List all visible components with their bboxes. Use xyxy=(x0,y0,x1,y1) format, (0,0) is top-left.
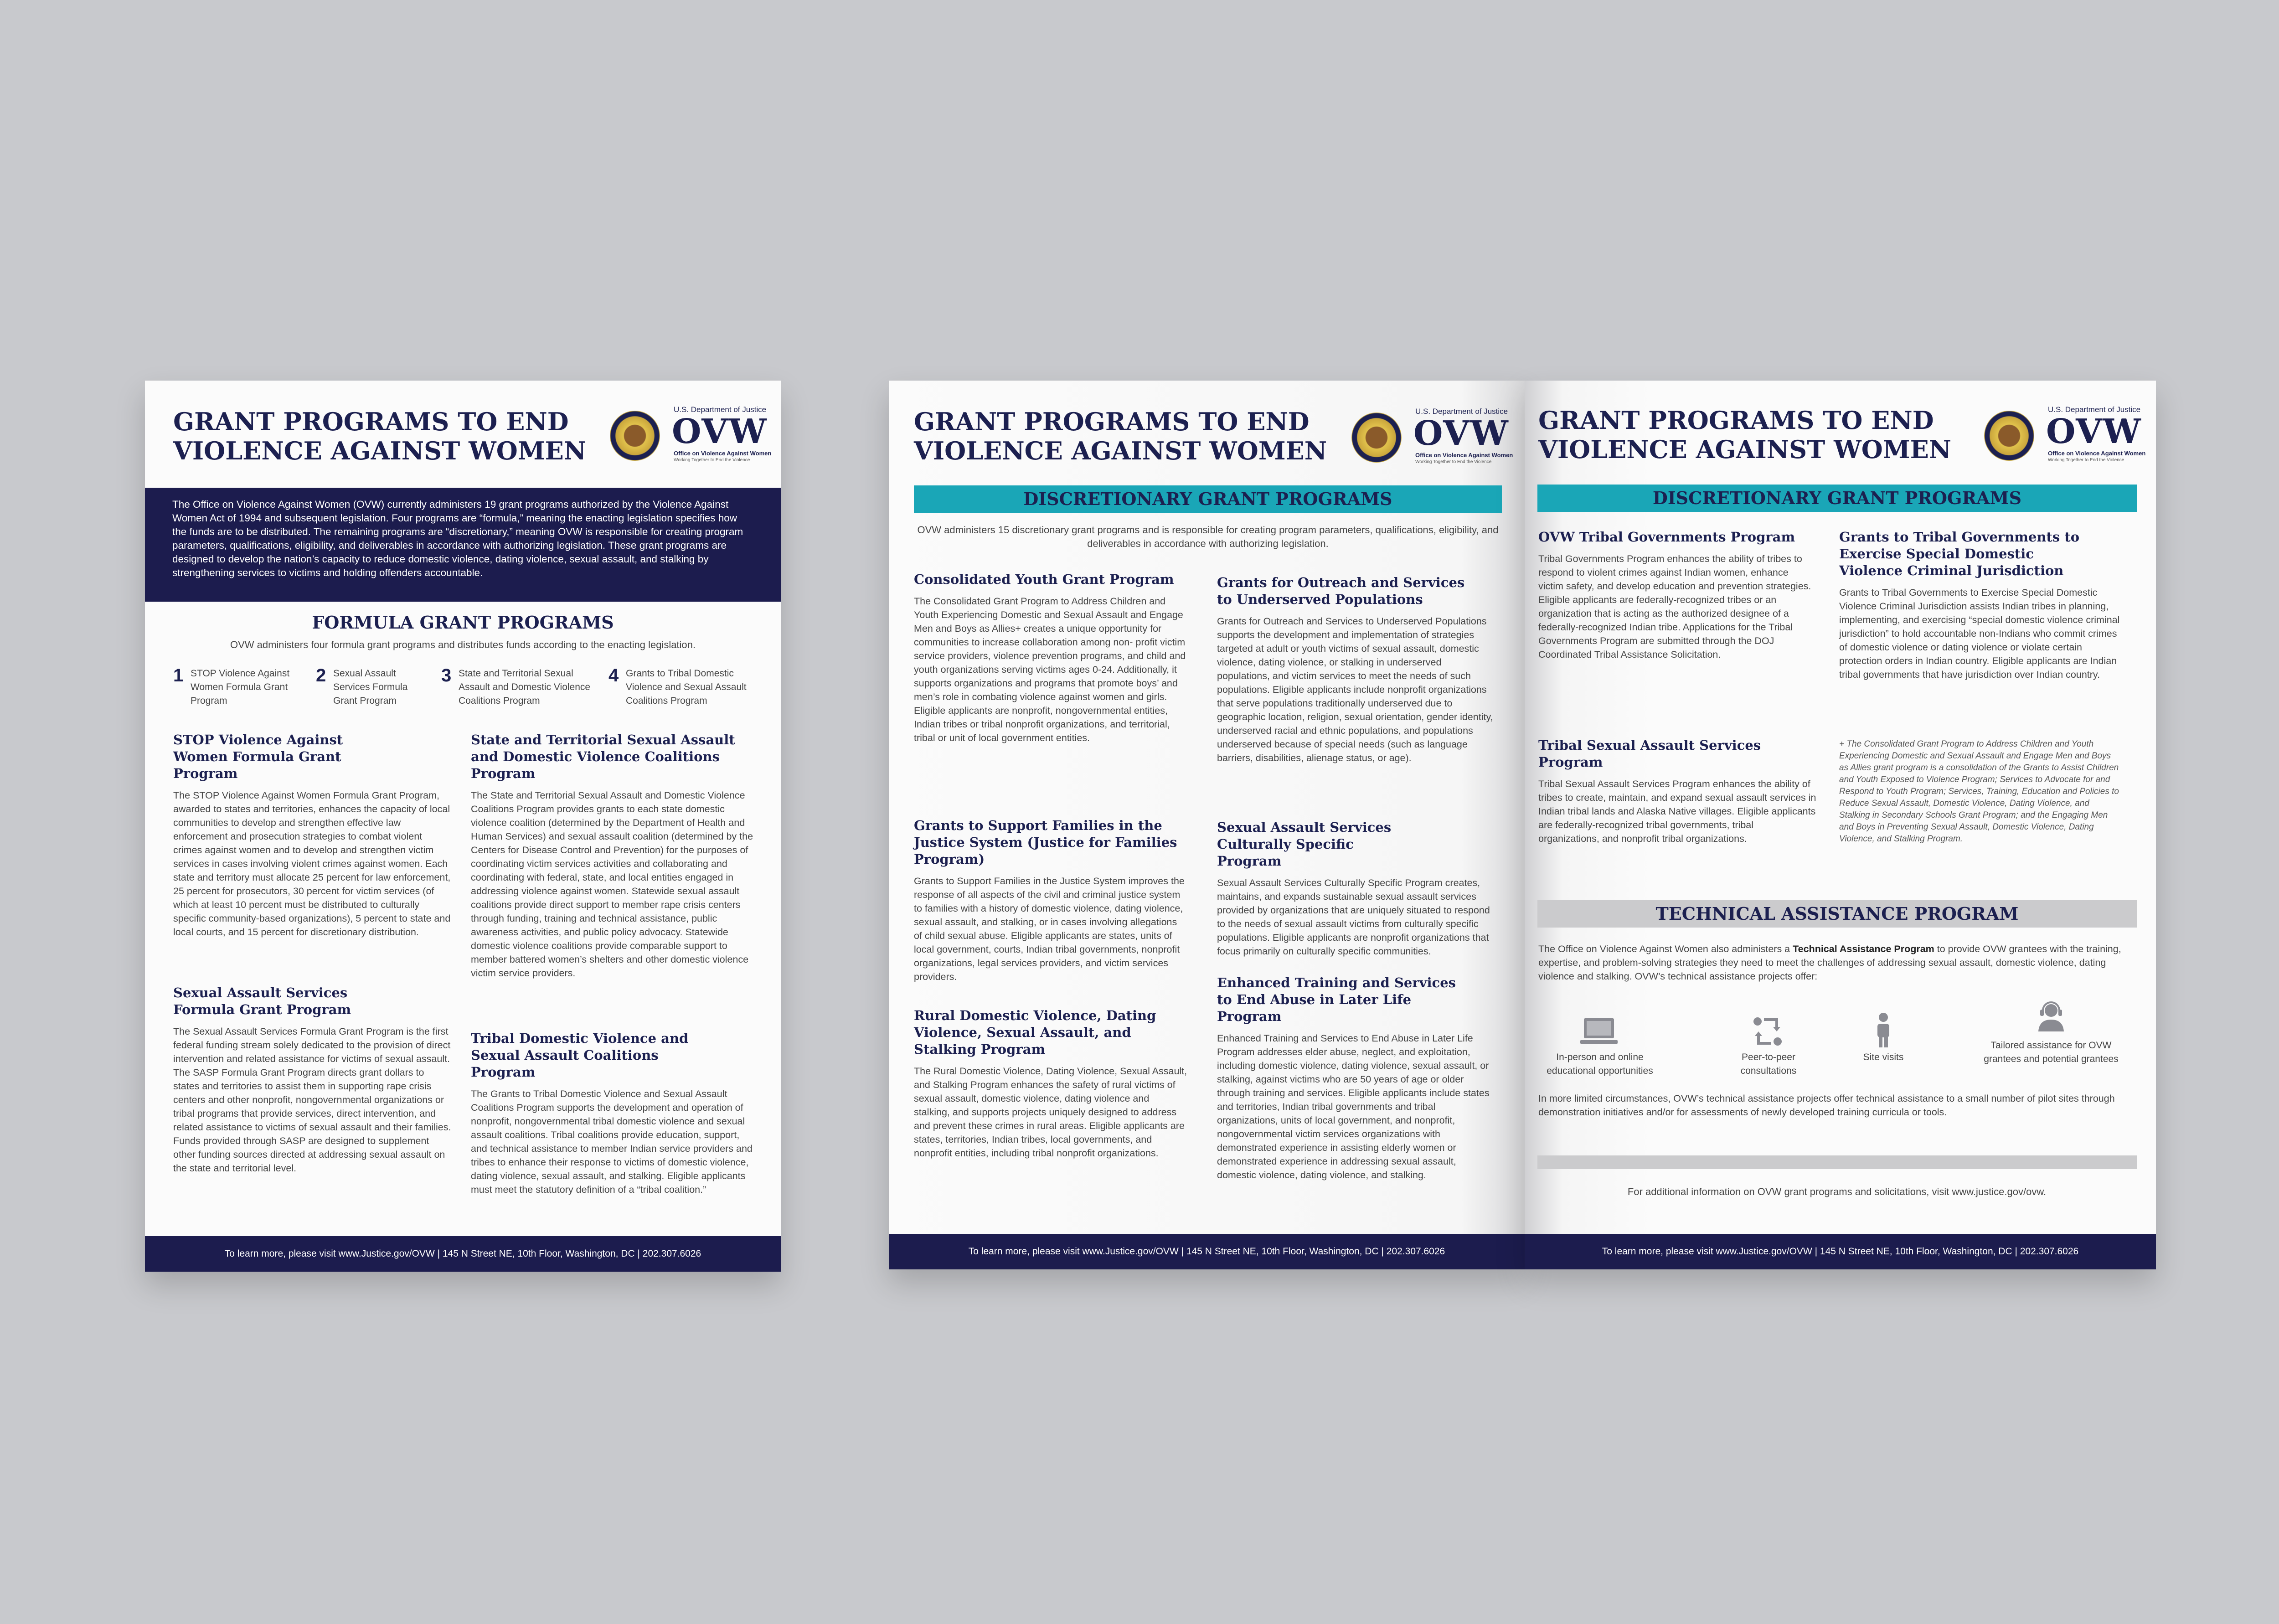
doj-seal-icon xyxy=(610,411,660,461)
list-number: 3 xyxy=(441,665,452,686)
list-number: 4 xyxy=(608,665,619,686)
footer-bar: To learn more, please visit www.Justice.gov/OVW | 145 N Street NE, 10th Floor, Washington, DC | 202.307.6026 xyxy=(145,1236,781,1272)
doj-seal-icon xyxy=(1351,412,1402,463)
program-text: The Sexual Assault Services Formula Grant Program is the first federal funding stream solely dedicated to the provision of direct intervention and related assistance for victims of sexual assault. The SASP Formula Grant Program directs grant dollars to states and territories to assist them in supporting rape crisis centers and other nonprofit, nongovernmental organizations or tribal programs that provide services, direct intervention, and related assistance to victims of sexual assault and their families. Funds provided through SASP are designed to supplement other funding sources directed at addressing sexual assault on the state and territorial level. xyxy=(173,1026,451,1174)
section-intro: OVW administers 15 discretionary grant programs and is responsible for creating program parameters, qualifications, eligibility, and deliverables in accordance with authorizing legislation. xyxy=(917,524,1499,549)
program-title: Rural Domestic Violence, Dating Violence, Sexual Assault, and Stalking Program xyxy=(914,1008,1156,1057)
list-item: Sexual Assault Services Formula Grant Program xyxy=(333,668,408,706)
program-title: Consolidated Youth Grant Program xyxy=(914,572,1174,587)
program-text: The STOP Violence Against Women Formula Grant Program, awarded to states and territories, enhances the capacity of local communities to develop and strengthen effective law enforcement and prosecution strategies to combat violent crimes against women and to develop and strengthen victim services in cases involving violent crimes against women. Each state and territory must allocate 25 percent for law enforcement, 25 percent for prosecutors, 30 percent for victim services (of which at least 10 percent must be distributed to culturally specific community-based organizations), 5 percent to state and local courts, and 15 percent for discretionary distribution. xyxy=(173,790,451,938)
ta-item-label: Peer-to-peer consultations xyxy=(1740,1052,1797,1076)
program-title: Sexual Assault Services Culturally Specific Program xyxy=(1217,820,1392,869)
program-text: Enhanced Training and Services to End Abuse in Later Life Program addresses elder abuse, neglect, and exploitation, including domestic violence, dating violence, sexual assault, or stalking, against victims who are 50 years of age or older through training and services. Eligible applicants include states and territories, Indian tribal governments and tribal organizations, units of local government, and nonprofit, nongovernmental victim services organizations with demonstrated experience in assisting elderly women or demonstrated experience in addressing sexual assault, domestic violence, dating violence, and stalking. xyxy=(1217,1033,1490,1181)
program-block xyxy=(914,571,1187,745)
program-title: Tribal Domestic Violence and Sexual Assault Coalitions Program xyxy=(471,1031,689,1080)
program-text: The Rural Domestic Violence, Dating Violence, Sexual Assault, and Stalking Program enhances the safety of rural victims of sexual assault, domestic violence, dating violence and stalking, and supports projects uniquely designed to address and prevent these crimes in rural areas. Eligible applicants are states, territories, Indian tribes, local governments, and nonprofit entities, including tribal nonprofit organizations. xyxy=(914,1066,1187,1159)
ta-item-label: Tailored assistance for OVW grantees and potential grantees xyxy=(1984,1040,2119,1064)
ta-intro: The Office on Violence Against Women also administers a Technical Assistance Program to provide OVW grantees with the training, expertise, and problem-solving strategies they need to meet the challenges of addressing sexual assault, domestic violence, dating violence and stalking. OVW’s technical assistance projects offer: xyxy=(1538,943,2121,982)
ovw-logo: U.S. Department of Justice OVW Office on Violence Against Women Working Together to End the Violence xyxy=(610,402,781,466)
footer-bar: To learn more, please visit www.Justice.gov/OVW | 145 N Street NE, 10th Floor, Washington, DC | 202.307.6026 xyxy=(889,1234,1525,1269)
page-title: GRANT PROGRAMS TO END VIOLENCE AGAINST WOMEN xyxy=(173,407,587,465)
program-text: The State and Territorial Sexual Assault and Domestic Violence Coalitions Program provides grants to each state domestic violence coalition (determined by the Department of Health and Human Services) and sexual assault coalition (determined by the Centers for Disease Control and Prevention) for the purposes of coordinating victim services activities and collaborating and coordinating with federal, state, and local entities engaged in addressing violence against women. Statewide sexual assault coalitions provide direct support to member rape crisis centers through funding, training and technical assistance, public awareness activities, and public policy advocacy. Statewide domestic violence coalitions provide comparable support to member battered women’s shelters and other domestic violence victim service providers. xyxy=(471,790,753,979)
flyer-page-2 xyxy=(889,381,1525,1269)
program-block xyxy=(1217,574,1495,765)
program-block xyxy=(914,817,1187,984)
program-title: Sexual Assault Services Formula Grant Program xyxy=(173,985,351,1017)
ta-item-label: In-person and online educational opportunities xyxy=(1547,1052,1653,1076)
footer-bar: To learn more, please visit www.Justice.gov/OVW | 145 N Street NE, 10th Floor, Washington, DC | 202.307.6026 xyxy=(1525,1234,2156,1269)
laptop-icon xyxy=(1578,1016,1619,1049)
program-text: Grants to Support Families in the Justice System improves the response of all aspects of the civil and criminal justice system to families with a history of domestic violence, dating violence, sexual assault, and stalking, or in cases involving allegations of child sexual abuse. Eligible applicants are states, units of local government, courts, Indian tribal governments, nonprofit organizations, legal services providers, and victim services providers. xyxy=(914,876,1185,982)
additional-info: For additional information on OVW grant programs and solicitations, visit www.justice.gov/ovw. xyxy=(1627,1186,2047,1197)
program-text: The Consolidated Grant Program to Address Children and Youth Experiencing Domestic and Sexual Assault and Engage Men and Boys as Allies+ creates a unique opportunity for communities to increase collaboration among non- profit victim service providers, violence prevention programs, and child and youth organizations serving victims ages 0-24. Additionally, it supports organizations and programs that promote boys’ and men’s role in combating violence against women and girls. Eligible applicants are nonprofit, nongovernmental entities, Indian tribes or tribal nonprofit organizations, and territorial, tribal or unit of local government entities. xyxy=(914,596,1186,743)
section-banner: DISCRETIONARY GRANT PROGRAMS xyxy=(1537,485,2137,512)
program-title: State and Territorial Sexual Assault and Domestic Violence Coalitions Program xyxy=(471,732,735,781)
divider-bar xyxy=(1537,1155,2137,1169)
program-text: Tribal Sexual Assault Services Program enhances the ability of tribes to create, maintain, and expand sexual assault services in Indian tribal lands and Alaska Native villages. Eligible applicants are federally-recognized tribal governments, tribal organizations, and nonprofit tribal organizations. xyxy=(1538,778,1816,844)
ovw-logo: U.S. Department of Justice OVW Office on Violence Against Women Working Together to End the Violence xyxy=(1351,404,1525,468)
ta-more: In more limited circumstances, OVW’s technical assistance projects offer technical assistance to a small number of pilot sites through demonstration initiatives and/or for assessments of newly developed training curricula or tools. xyxy=(1538,1093,2115,1118)
program-block xyxy=(1217,819,1495,958)
list-item: STOP Violence Against Women Formula Grant Program xyxy=(191,668,290,706)
program-block xyxy=(173,985,451,1175)
intro-box: The Office on Violence Against Women (OVW) currently administers 19 grant programs authorized by the Violence Against Women Act of 1994 and subsequent legislation. Four programs are “formula,” meaning the enacting legislation specifies how the funds are to be distributed. The remaining programs are “discretionary,” meaning OVW is responsible for creating program parameters, qualifications, eligibility, and deliverables in accordance with authorizing legislation. These grant programs are designed to develop the nation’s capacity to reduce domestic violence, dating violence, sexual assault, and stalking by strengthening services to victims and holding offenders accountable. xyxy=(145,488,781,602)
person-icon xyxy=(1872,1012,1895,1048)
program-title: Grants for Outreach and Services to Underserved Populations xyxy=(1217,575,1465,607)
program-title: OVW Tribal Governments Program xyxy=(1538,529,1795,545)
program-title: Enhanced Training and Services to End Abuse in Later Life Program xyxy=(1217,975,1456,1024)
program-block xyxy=(1839,529,2131,681)
program-block xyxy=(1538,737,1821,846)
program-text: Grants for Outreach and Services to Underserved Populations supports the development and implementation of strategies targeted at adult or youth victims of sexual assault, domestic violence, dating violence, or stalking in underserved populations, and victim services to meet the needs of such populations. Eligible applicants include nonprofit organizations that serve populations traditionally underserved due to geographic location, religion, sexual orientation, gender identity, underserved racial and ethnic populations, and populations underserved because of special needs (such as language barriers, disabilities, alienage status, or age). xyxy=(1217,616,1493,763)
program-block xyxy=(914,1007,1187,1160)
program-block xyxy=(173,732,451,939)
section-intro: OVW administers four formula grant programs and distributes funds according to the enacting legislation. xyxy=(230,639,696,650)
section-title: FORMULA GRANT PROGRAMS xyxy=(312,612,614,633)
section-banner: DISCRETIONARY GRANT PROGRAMS xyxy=(914,485,1502,513)
page-title: GRANT PROGRAMS TO END VIOLENCE AGAINST WOMEN xyxy=(1538,406,1952,464)
page-title: GRANT PROGRAMS TO END VIOLENCE AGAINST WOMEN xyxy=(914,407,1327,465)
program-text: Grants to Tribal Governments to Exercise Special Domestic Violence Criminal Jurisdiction assists Indian tribes in planning, implementing, and exercising “special domestic violence criminal jurisdiction” to hold accountable non-Indians who commit crimes of domestic violence or dating violence or violate certain protection orders in Indian country. Eligible applicants are Indian tribal governments that have jurisdiction over Indian country. xyxy=(1839,587,2120,680)
flyer-page-3 xyxy=(1525,381,2156,1269)
program-text: Tribal Governments Program enhances the ability of tribes to respond to violent crimes against Indian women, enhance victim safety, and develop education and prevention strategies. Eligible applicants are federally-recognized tribes or an organization that is acting as the authorized designee of a federally-recognized Indian tribe. Applications for the Tribal Governments Program are submitted through the DOJ Coordinated Tribal Assistance Solicitation. xyxy=(1538,553,1811,660)
program-block xyxy=(471,732,758,980)
section-banner: TECHNICAL ASSISTANCE PROGRAM xyxy=(1537,900,2137,928)
flyer-page-1 xyxy=(145,381,781,1272)
program-block xyxy=(1538,529,1821,661)
doj-seal-icon xyxy=(1984,411,2034,461)
list-item: Grants to Tribal Domestic Violence and Sexual Assault Coalitions Program xyxy=(626,668,747,706)
program-block xyxy=(1217,974,1495,1182)
program-block xyxy=(471,1030,758,1196)
program-title: Tribal Sexual Assault Services Program xyxy=(1538,737,1761,770)
program-title: Grants to Tribal Governments to Exercise Special Domestic Violence Criminal Jurisdiction xyxy=(1839,529,2080,578)
program-title: Grants to Support Families in the Justice System (Justice for Families Program) xyxy=(914,818,1177,867)
list-number: 1 xyxy=(173,665,184,686)
ovw-logo: U.S. Department of Justice OVW Office on Violence Against Women Working Together to End the Violence xyxy=(1984,402,2156,466)
program-text: The Grants to Tribal Domestic Violence and Sexual Assault Coalitions Program supports the development and operation of nonprofit, nongovernmental tribal domestic violence and sexual assault coalitions. Tribal coalitions provide education, support, and technical assistance to member Indian service providers and tribes to enhance their response to victims of domestic violence, dating violence, sexual assault, and stalking. Eligible applicants must meet the statutory definition of a “tribal coalition.” xyxy=(471,1088,753,1195)
list-number: 2 xyxy=(316,665,326,686)
footnote: + The Consolidated Grant Program to Address Children and Youth Experiencing Domestic and Sexual Assault and Engage Men and Boys as Allies grant program is a consolidation of the Grants to Assist Children and Youth Exposed to Violence Program; Services to Advocate for and Respond to Youth Program; Services, Training, Education and Policies to Reduce Sexual Assault, Domestic Violence, Dating Violence, and Stalking in Secondary Schools Grant Program; and the Engaging Men and Boys in Preventing Sexual Assault, Domestic Violence, Dating Violence, and Stalking Program. xyxy=(1839,739,2119,844)
ta-item-label: Site visits xyxy=(1863,1052,1904,1062)
exchange-icon xyxy=(1749,1013,1786,1050)
program-text: Sexual Assault Services Culturally Specific Program creates, maintains, and expands sustainable sexual assault services provided by organizations that are uniquely situated to respond to the needs of sexual assault victims from culturally specific populations. Eligible applicants are nonprofit organizations that focus primarily on culturally specific communities. xyxy=(1217,877,1490,957)
list-item: State and Territorial Sexual Assault and Domestic Violence Coalitions Program xyxy=(459,668,591,706)
program-title: STOP Violence Against Women Formula Grant Program xyxy=(173,732,343,781)
headset-icon xyxy=(2033,1000,2069,1032)
